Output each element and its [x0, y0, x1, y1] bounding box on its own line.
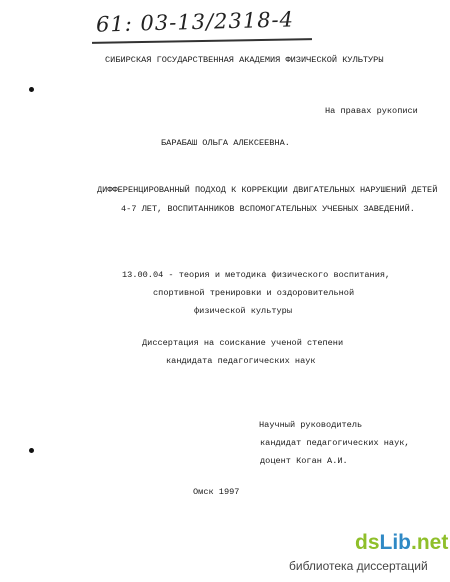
- handwritten-underline: [92, 38, 312, 44]
- rights-note: На правах рукописи: [325, 106, 418, 116]
- dissertation-line-1: Диссертация на соискание ученой степени: [142, 338, 344, 348]
- punch-hole-top: [29, 87, 34, 92]
- dslib-logo: [355, 531, 448, 555]
- specialty-line-3: физической культуры: [194, 306, 292, 316]
- specialty-line-2: спортивной тренировки и оздоровительной: [153, 288, 355, 298]
- handwritten-catalog-code: 61: 03-13/2318-4: [95, 7, 295, 37]
- thesis-title-line-1: ДИФФЕРЕНЦИРОВАННЫЙ ПОДХОД К КОРРЕКЦИИ ДВИГАТЕЛЬНЫХ НАРУШЕНИЙ ДЕТЕЙ: [97, 185, 438, 195]
- university-name: СИБИРСКАЯ ГОСУДАРСТВЕННАЯ АКАДЕМИЯ ФИЗИЧЕСКОЙ КУЛЬТУРЫ: [105, 55, 384, 65]
- logo-net-text: .net: [411, 531, 449, 554]
- logo-ds-text: ds: [355, 531, 380, 554]
- dissertation-line-2: кандидата педагогических наук: [166, 356, 316, 366]
- city-year: Омск 1997: [193, 487, 240, 497]
- specialty-line-1: 13.00.04 - теория и методика физического воспитания,: [122, 270, 391, 280]
- advisor-line-3: доцент Коган А.И.: [260, 456, 348, 466]
- watermark-subtitle: библиотека диссертаций: [289, 559, 428, 573]
- punch-hole-bottom: [29, 448, 34, 453]
- logo-lib-text: Lib: [379, 531, 412, 554]
- advisor-line-2: кандидат педагогических наук,: [260, 438, 410, 448]
- author-name: БАРАБАШ ОЛЬГА АЛЕКСЕЕВНА.: [161, 138, 290, 148]
- dslib-watermark[interactable]: [283, 531, 447, 577]
- thesis-title-line-2: 4-7 ЛЕТ, ВОСПИТАННИКОВ ВСПОМОГАТЕЛЬНЫХ УЧЕБНЫХ ЗАВЕДЕНИЙ.: [121, 204, 415, 214]
- advisor-line-1: Научный руководитель: [259, 420, 363, 430]
